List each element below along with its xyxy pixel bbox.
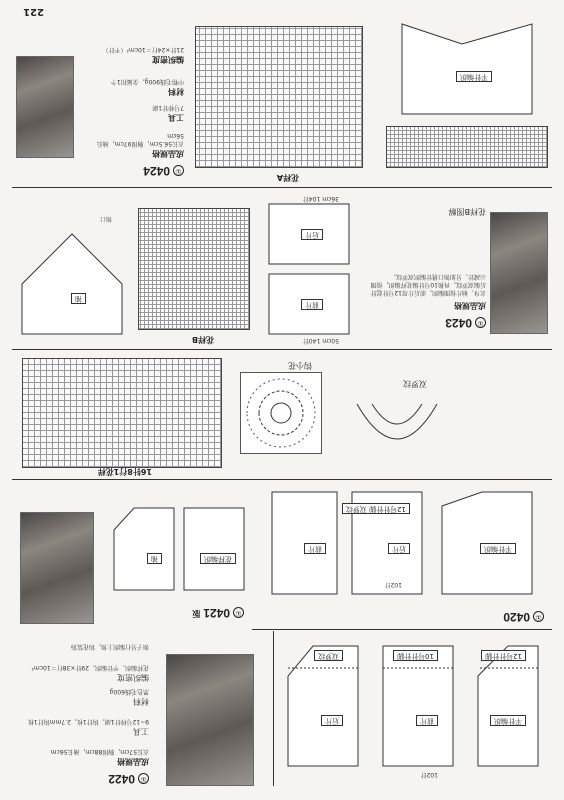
model-photo xyxy=(20,512,94,624)
section-number xyxy=(143,164,184,178)
flower-motif-icon xyxy=(241,373,321,453)
piece-label: 双罗纹 xyxy=(314,650,343,661)
section-0422-text xyxy=(9,636,149,786)
section-0424-side xyxy=(372,12,552,182)
collar-diagram xyxy=(352,394,442,464)
spec-value: 7号棒针1副 xyxy=(152,104,184,111)
motif-note: 钩小花 xyxy=(288,361,312,370)
divider xyxy=(12,479,552,480)
stitch-chart xyxy=(22,358,222,468)
section-0423-chart-b xyxy=(134,194,254,344)
piece-label: 10号针针脚 xyxy=(393,650,438,661)
spec-label: 工具 xyxy=(133,727,149,736)
note: 领子另行编织上领，钩花装饰 xyxy=(70,643,149,650)
dimension: 36cm 104针 xyxy=(302,195,339,202)
piece-label: 平针编织 xyxy=(490,715,526,726)
spec-value: 黑色毛线600g xyxy=(109,688,149,695)
piece-label: 花样编织 xyxy=(200,553,236,564)
divider xyxy=(273,631,274,786)
spec-value: 花样编织、平针编织，29针×38行＝10cm² xyxy=(31,664,149,671)
circle-icon: ① xyxy=(173,166,184,177)
circle-icon: ① xyxy=(533,612,544,623)
section-id: 0421 xyxy=(203,606,230,620)
dimension: 102针 xyxy=(384,581,402,588)
section-0424-header xyxy=(12,12,184,182)
section-0421-pieces xyxy=(262,484,552,624)
section-0423-pieces xyxy=(259,194,359,344)
section-number xyxy=(445,316,486,330)
piece-label: 后片 xyxy=(321,715,343,726)
section-number xyxy=(192,606,244,620)
circle-icon: ① xyxy=(475,318,486,329)
section-number xyxy=(108,772,149,786)
piece-label: 后片 xyxy=(301,229,323,240)
section-0423-header xyxy=(362,194,552,344)
spec-line xyxy=(117,756,149,766)
piece-label: 12号针针脚 xyxy=(481,650,526,661)
spec-value: 中粗毛线900g，金属扣1个 xyxy=(110,78,184,85)
model-photo xyxy=(166,654,254,786)
spec-value: 21针×24行＝10cm²（平针） xyxy=(102,46,184,53)
garment-piece-outlines xyxy=(259,194,359,344)
piece-label: 袖 xyxy=(147,553,162,564)
piece-label: 前片 xyxy=(416,715,438,726)
dimension: 50cm 140针 xyxy=(302,337,339,344)
dimension: 102针 xyxy=(420,771,438,778)
circle-icon: ① xyxy=(138,774,149,785)
chart-label: 16针8行1花样 xyxy=(97,467,152,476)
crochet-motif xyxy=(240,372,322,454)
section-id: 0424 xyxy=(143,164,170,178)
garment-piece-outlines xyxy=(382,14,552,124)
section-0423-sleeve xyxy=(12,194,132,344)
side-note: 领口 xyxy=(99,215,112,222)
section-suffix: 版 xyxy=(192,609,201,618)
section-0424-pattern-a xyxy=(189,12,369,182)
piece-label: 袖 xyxy=(71,293,86,304)
piece-label: 前片 xyxy=(304,543,326,554)
piece-label: 后片 xyxy=(388,543,410,554)
divider xyxy=(12,187,552,188)
spec-value: 衣长57cm，胸围88cm，袖长56cm xyxy=(50,748,149,755)
spec-label: 成品规格 xyxy=(117,757,149,766)
divider xyxy=(12,349,552,350)
spec-label: 材料 xyxy=(168,87,184,96)
stitch-chart-a xyxy=(195,26,363,168)
section-0421-charts xyxy=(12,354,552,474)
sleeve-outline xyxy=(12,224,132,344)
section-0422-photo-area xyxy=(154,636,264,786)
piece-label: 前片 xyxy=(301,299,323,310)
spec-label: 编织密度 xyxy=(117,673,149,682)
stitch-chart-b xyxy=(138,208,250,330)
piece-label: 平针编织 xyxy=(456,71,492,82)
model-photo xyxy=(490,212,548,334)
section-id: 0420 xyxy=(503,610,530,624)
section-id: 0423 xyxy=(445,316,472,330)
circle-icon: ① xyxy=(233,608,244,619)
chart-label: 花样B xyxy=(191,335,214,344)
section-id: 0422 xyxy=(108,772,135,786)
divider xyxy=(252,629,552,630)
chart-label: 花样A xyxy=(276,173,299,182)
spec-label: 编织密度 xyxy=(152,55,184,64)
section-0420-pieces xyxy=(278,636,548,786)
spec-label: 成品规格 xyxy=(454,301,486,310)
spec-value: 9~12号棒针1副，钩针1枚，2.7mm钩针1枚 xyxy=(27,718,149,725)
spec-label: 成品规格 xyxy=(152,149,184,158)
page-number: 221 xyxy=(23,6,44,17)
stitch-chart-strip xyxy=(386,126,548,168)
spec-label: 材料 xyxy=(133,697,149,706)
spec-value: 衣长56.5cm，胸围97cm，袖长56cm xyxy=(96,132,184,147)
model-photo xyxy=(16,56,74,158)
spec-label: 工具 xyxy=(168,113,184,122)
section-0421-header xyxy=(14,484,254,624)
pattern-note: 花样B图解 xyxy=(448,207,486,216)
instructions: 衣身、袖片按图编织，前后片用12号针起针后编双罗纹，再换10号针编花样编织，按图示减针，另加领口挑针编织双罗纹。 xyxy=(370,273,486,296)
piece-label: 12号针针脚 双罗纹 xyxy=(342,503,410,514)
collar-outline xyxy=(352,394,442,464)
stitch-note: 双罗纹 xyxy=(403,379,427,388)
piece-label: 平针编织 xyxy=(480,543,516,554)
garment-piece-outlines xyxy=(104,500,254,600)
